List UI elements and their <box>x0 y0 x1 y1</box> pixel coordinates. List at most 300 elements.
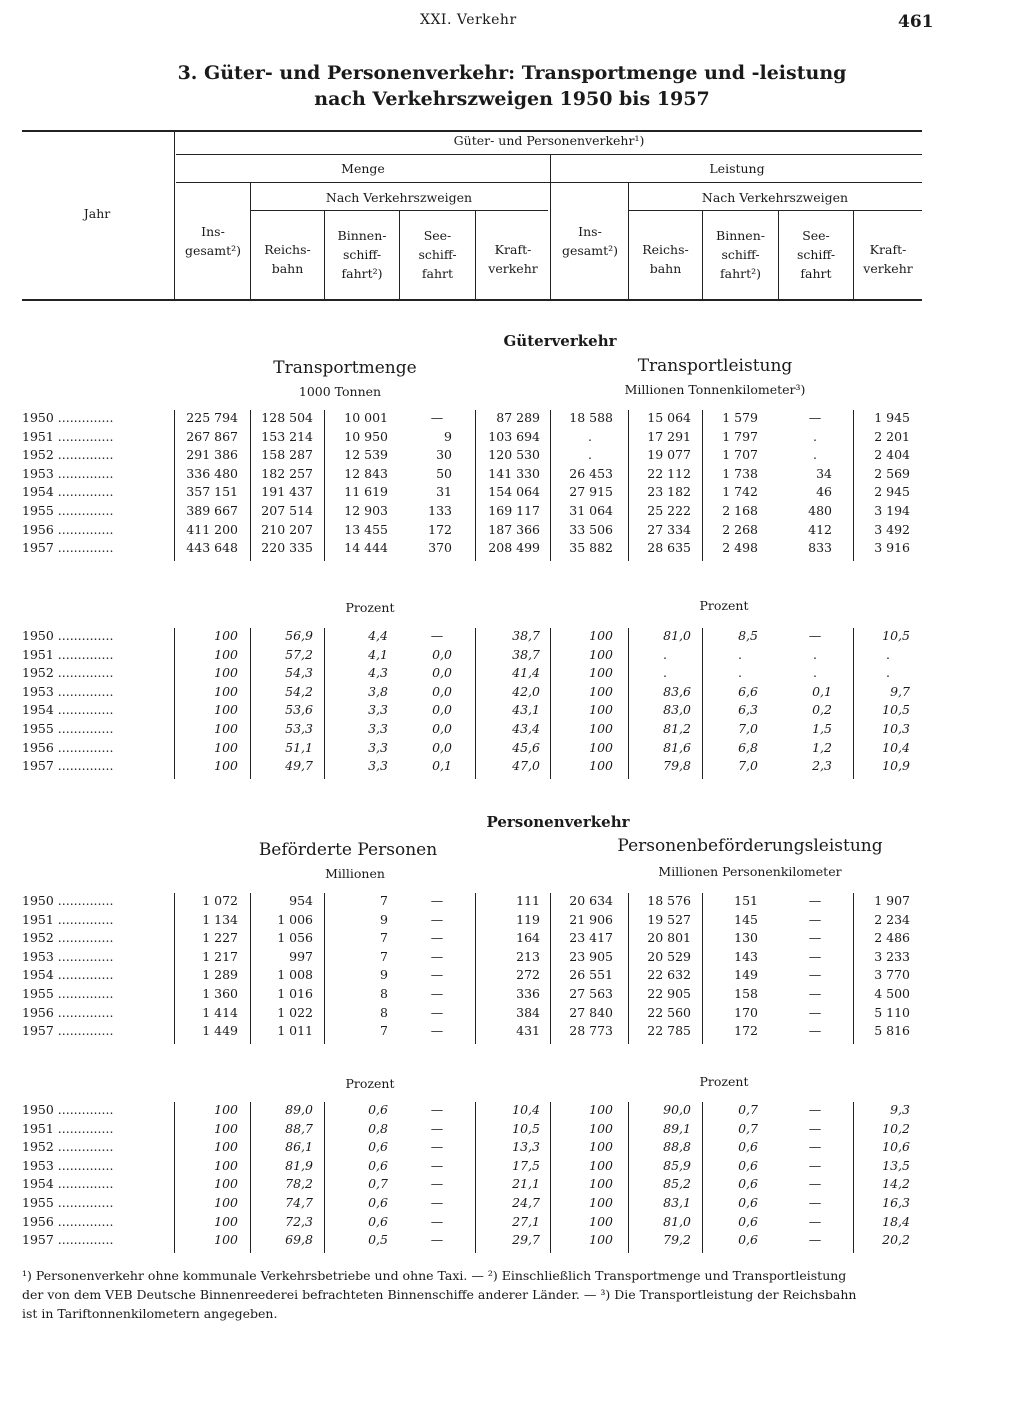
cell-seeschiffahrt-leistung: — <box>808 1157 822 1173</box>
cell-reichsbahn-menge: 153 214 <box>261 428 313 444</box>
header-col-line: Reichs- <box>264 242 311 257</box>
leader-dots: .............. <box>53 646 114 662</box>
row-year <box>22 647 172 662</box>
row-year <box>22 1232 172 1247</box>
leader-dots: .............. <box>53 1157 114 1173</box>
footnotes <box>22 1266 882 1323</box>
cell-seeschiffahrt-menge: — <box>430 1232 444 1248</box>
cell-seeschiffahrt-menge: 0,0 <box>432 739 452 755</box>
cell-reichsbahn-menge: 1 011 <box>277 1023 313 1039</box>
year-label: 1951 <box>22 911 54 927</box>
cell-insgesamt-menge: 100 <box>214 1120 238 1136</box>
header-col-reichsbahn-leistung <box>629 240 702 278</box>
cell-kraftverkehr-leistung: . <box>886 665 890 681</box>
year-label: 1956 <box>22 1004 54 1020</box>
cell-kraftverkehr-leistung: 9,7 <box>890 683 910 699</box>
cell-binnenschiffahrt-leistung: 1 707 <box>722 447 758 463</box>
cell-kraftverkehr-leistung: 2 486 <box>874 930 910 946</box>
cell-insgesamt-leistung: 26 551 <box>569 967 613 983</box>
cell-reichsbahn-menge: 72,3 <box>285 1213 313 1229</box>
running-head: XXI. Verkehr <box>420 12 517 28</box>
cell-reichsbahn-menge: 57,2 <box>285 646 313 662</box>
cell-kraftverkehr-menge: 187 366 <box>488 521 540 537</box>
cell-reichsbahn-menge: 69,8 <box>285 1232 313 1248</box>
cell-binnenschiffahrt-menge: 7 <box>380 893 388 908</box>
leader-dots: .............. <box>53 1102 114 1117</box>
year-label: 1957 <box>22 1023 54 1039</box>
cell-seeschiffahrt-menge: — <box>430 948 444 964</box>
cell-binnenschiffahrt-menge: 7 <box>380 948 388 964</box>
cell-seeschiffahrt-menge: 30 <box>436 447 452 463</box>
header-col-seeschiffahrt-leistung <box>779 226 853 283</box>
cell-kraftverkehr-leistung: 3 916 <box>874 540 910 556</box>
cell-insgesamt-leistung: 100 <box>589 1157 613 1173</box>
year-label: 1954 <box>22 484 54 500</box>
leader-dots: .............. <box>53 986 114 1001</box>
table-row <box>0 447 1024 466</box>
row-year <box>22 740 172 755</box>
gueter-left-unit: 1000 Tonnen <box>298 384 382 399</box>
cell-insgesamt-leistung: 100 <box>589 721 613 736</box>
row-year <box>22 628 172 643</box>
cell-kraftverkehr-menge: 141 330 <box>488 465 540 481</box>
cell-seeschiffahrt-leistung: 412 <box>808 521 832 537</box>
row-year <box>22 967 172 982</box>
year-label: 1957 <box>22 540 54 556</box>
row-year <box>22 410 172 425</box>
cell-seeschiffahrt-menge: 0,0 <box>432 683 452 699</box>
cell-binnenschiffahrt-menge: 0,6 <box>368 1157 388 1173</box>
year-label: 1951 <box>22 428 54 444</box>
leader-dots: .............. <box>53 465 114 481</box>
year-label: 1953 <box>22 683 54 699</box>
header-nach-right: Nach Verkehrszweigen <box>701 190 849 205</box>
personen-pct-label-right: Prozent <box>699 1074 749 1089</box>
row-year <box>22 466 172 481</box>
cell-insgesamt-leistung: 21 906 <box>569 911 613 927</box>
cell-kraftverkehr-menge: 103 694 <box>488 428 540 444</box>
cell-insgesamt-menge: 291 386 <box>186 447 238 463</box>
header-col-binnenschiffahrt-leistung <box>703 226 778 283</box>
cell-seeschiffahrt-menge: 133 <box>428 503 452 518</box>
gueter-pct-label-right: Prozent <box>699 598 749 613</box>
cell-insgesamt-menge: 1 072 <box>202 893 238 908</box>
cell-seeschiffahrt-menge: — <box>430 1139 444 1155</box>
cell-insgesamt-menge: 336 480 <box>186 465 238 481</box>
cell-kraftverkehr-leistung: 1 907 <box>874 893 910 908</box>
cell-kraftverkehr-leistung: 10,3 <box>882 721 910 736</box>
cell-insgesamt-leistung: 100 <box>589 1102 613 1117</box>
row-year <box>22 1121 172 1136</box>
cell-binnenschiffahrt-leistung: 145 <box>734 911 758 927</box>
table-row <box>0 628 1024 647</box>
cell-binnenschiffahrt-menge: 12 843 <box>344 465 388 481</box>
year-label: 1952 <box>22 1139 54 1155</box>
row-year <box>22 721 172 736</box>
cell-kraftverkehr-menge: 336 <box>516 986 540 1001</box>
cell-seeschiffahrt-leistung: 0,2 <box>812 702 832 718</box>
leader-dots: .............. <box>53 540 114 556</box>
cell-insgesamt-menge: 267 867 <box>186 428 238 444</box>
personen-left-unit: Millionen <box>325 866 385 881</box>
leader-dots: .............. <box>53 948 114 964</box>
table-row <box>0 758 1024 777</box>
cell-binnenschiffahrt-leistung: 0,6 <box>738 1139 758 1155</box>
cell-binnenschiffahrt-menge: 4,1 <box>368 646 388 662</box>
cell-seeschiffahrt-leistung: — <box>808 1102 822 1117</box>
personen-pct-label-left: Prozent <box>345 1076 395 1091</box>
header-col-line: Ins- <box>201 224 225 239</box>
cell-reichsbahn-menge: 1 056 <box>277 930 313 946</box>
cell-binnenschiffahrt-menge: 0,8 <box>368 1120 388 1136</box>
cell-insgesamt-leistung: 27 563 <box>569 986 613 1001</box>
cell-insgesamt-menge: 225 794 <box>186 410 238 425</box>
cell-kraftverkehr-leistung: 3 194 <box>874 503 910 518</box>
footnote-line-3: ist in Tariftonnenkilometern angegeben. <box>22 1306 278 1321</box>
cell-insgesamt-menge: 100 <box>214 702 238 718</box>
cell-insgesamt-menge: 100 <box>214 1157 238 1173</box>
cell-binnenschiffahrt-leistung: 130 <box>734 930 758 946</box>
table-row <box>0 647 1024 666</box>
cell-kraftverkehr-menge: 38,7 <box>512 628 540 643</box>
table-row <box>0 540 1024 559</box>
cell-reichsbahn-leistung: 83,6 <box>663 683 691 699</box>
cell-seeschiffahrt-menge: 0,0 <box>432 721 452 736</box>
leader-dots: .............. <box>53 1120 114 1136</box>
cell-binnenschiffahrt-menge: 0,5 <box>368 1232 388 1248</box>
header-top: Güter- und Personenverkehr¹) <box>453 133 645 148</box>
cell-reichsbahn-menge: 1 006 <box>277 911 313 927</box>
cell-reichsbahn-menge: 128 504 <box>261 410 313 425</box>
row-year <box>22 1023 172 1038</box>
cell-seeschiffahrt-menge: 370 <box>428 540 452 556</box>
cell-insgesamt-menge: 443 648 <box>186 540 238 556</box>
table-row <box>0 721 1024 740</box>
leader-dots: .............. <box>53 447 114 463</box>
table-row <box>0 1023 1024 1042</box>
table-row <box>0 1158 1024 1177</box>
cell-reichsbahn-leistung: 22 905 <box>647 986 691 1001</box>
cell-binnenschiffahrt-leistung: 0,7 <box>738 1102 758 1117</box>
cell-binnenschiffahrt-leistung: 0,6 <box>738 1195 758 1210</box>
row-year <box>22 665 172 680</box>
cell-seeschiffahrt-leistung: 1,2 <box>812 739 832 755</box>
cell-insgesamt-leistung: . <box>588 428 592 444</box>
cell-binnenschiffahrt-menge: 9 <box>380 911 388 927</box>
table-row <box>0 986 1024 1005</box>
table-row <box>0 1139 1024 1158</box>
header-col-seeschiffahrt-menge <box>400 226 475 283</box>
cell-binnenschiffahrt-leistung: 143 <box>734 948 758 964</box>
row-year <box>22 758 172 773</box>
cell-reichsbahn-leistung: 22 785 <box>647 1023 691 1039</box>
cell-reichsbahn-leistung: 27 334 <box>647 521 691 537</box>
cell-insgesamt-menge: 100 <box>214 628 238 643</box>
header-col-line: Ins- <box>578 224 602 239</box>
cell-kraftverkehr-leistung: 13,5 <box>882 1157 910 1173</box>
table-row <box>0 740 1024 759</box>
row-year <box>22 893 172 908</box>
cell-kraftverkehr-leistung: 16,3 <box>882 1195 910 1210</box>
header-col-line: schiff- <box>342 247 382 262</box>
cell-seeschiffahrt-menge: — <box>430 911 444 927</box>
table-row <box>0 1195 1024 1214</box>
leader-dots: .............. <box>53 521 114 537</box>
table-row <box>0 930 1024 949</box>
cell-binnenschiffahrt-leistung: 151 <box>734 893 758 908</box>
cell-reichsbahn-menge: 182 257 <box>261 465 313 481</box>
header-col-line: bahn <box>271 261 304 276</box>
row-year <box>22 484 172 499</box>
table-row <box>0 1232 1024 1251</box>
cell-reichsbahn-menge: 158 287 <box>261 447 313 463</box>
cell-kraftverkehr-menge: 42,0 <box>512 683 540 699</box>
cell-insgesamt-menge: 100 <box>214 1213 238 1229</box>
cell-kraftverkehr-menge: 10,4 <box>512 1102 540 1117</box>
cell-reichsbahn-menge: 81,9 <box>285 1157 313 1173</box>
cell-seeschiffahrt-leistung: . <box>813 646 817 662</box>
year-label: 1955 <box>22 986 54 1001</box>
cell-binnenschiffahrt-menge: 3,3 <box>368 739 388 755</box>
cell-kraftverkehr-menge: 169 117 <box>488 503 540 518</box>
cell-binnenschiffahrt-menge: 0,6 <box>368 1139 388 1155</box>
cell-kraftverkehr-leistung: 14,2 <box>882 1176 910 1192</box>
table-row <box>0 912 1024 931</box>
cell-seeschiffahrt-leistung: — <box>808 1139 822 1155</box>
footnote-line-2: der von dem VEB Deutsche Binnenreederei befrachteten Binnenschiffe anderer Länder. — ³) Die Transportleistung der Reichsbahn <box>22 1287 857 1302</box>
year-label: 1950 <box>22 628 54 643</box>
gueter-left-title: Transportmenge <box>273 358 417 378</box>
cell-insgesamt-leistung: 100 <box>589 665 613 681</box>
cell-insgesamt-leistung: 100 <box>589 758 613 774</box>
cell-reichsbahn-menge: 1 008 <box>277 967 313 983</box>
leader-dots: .............. <box>53 1195 114 1210</box>
cell-seeschiffahrt-menge: 0,0 <box>432 665 452 681</box>
year-label: 1951 <box>22 1120 54 1136</box>
table-row <box>0 429 1024 448</box>
table-row <box>0 410 1024 429</box>
cell-seeschiffahrt-leistung: — <box>808 986 822 1001</box>
cell-reichsbahn-leistung: 15 064 <box>647 410 691 425</box>
cell-binnenschiffahrt-menge: 0,7 <box>368 1176 388 1192</box>
cell-seeschiffahrt-leistung: — <box>808 893 822 908</box>
year-label: 1953 <box>22 465 54 481</box>
header-col-line: gesamt²) <box>561 243 619 258</box>
table-title-line-1: 3. Güter- und Personenverkehr: Transportmenge und -leistung <box>177 62 847 84</box>
header-col-kraftverkehr-leistung <box>854 240 922 278</box>
cell-reichsbahn-menge: 49,7 <box>285 758 313 774</box>
header-col-line: Kraft- <box>494 242 532 257</box>
row-year <box>22 684 172 699</box>
cell-binnenschiffahrt-leistung: 158 <box>734 986 758 1001</box>
cell-binnenschiffahrt-menge: 0,6 <box>368 1102 388 1117</box>
cell-seeschiffahrt-leistung: 0,1 <box>812 683 832 699</box>
cell-insgesamt-menge: 389 667 <box>186 503 238 518</box>
cell-seeschiffahrt-leistung: — <box>808 1213 822 1229</box>
header-col-line: fahrt²) <box>719 266 761 281</box>
header-jahr: Jahr <box>83 206 111 221</box>
cell-reichsbahn-leistung: 20 801 <box>647 930 691 946</box>
cell-reichsbahn-menge: 89,0 <box>285 1102 313 1117</box>
cell-binnenschiffahrt-menge: 8 <box>380 1004 388 1020</box>
year-label: 1954 <box>22 1176 54 1192</box>
cell-insgesamt-menge: 1 360 <box>202 986 238 1001</box>
table-title-line-2: nach Verkehrszweigen 1950 bis 1957 <box>314 88 710 110</box>
cell-seeschiffahrt-menge: — <box>430 1023 444 1039</box>
table-row <box>0 503 1024 522</box>
cell-reichsbahn-leistung: 25 222 <box>647 503 691 518</box>
leader-dots: .............. <box>53 665 114 681</box>
cell-binnenschiffahrt-leistung: 1 797 <box>722 428 758 444</box>
cell-binnenschiffahrt-leistung: 149 <box>734 967 758 983</box>
cell-insgesamt-menge: 100 <box>214 683 238 699</box>
cell-kraftverkehr-leistung: 2 569 <box>874 465 910 481</box>
leader-dots: .............. <box>53 911 114 927</box>
cell-insgesamt-leistung: 100 <box>589 739 613 755</box>
cell-insgesamt-leistung: 100 <box>589 628 613 643</box>
cell-binnenschiffahrt-menge: 4,3 <box>368 665 388 681</box>
cell-binnenschiffahrt-leistung: . <box>738 665 742 681</box>
cell-seeschiffahrt-menge: 31 <box>436 484 452 500</box>
cell-binnenschiffahrt-leistung: 7,0 <box>738 758 758 774</box>
cell-reichsbahn-leistung: 89,1 <box>663 1120 691 1136</box>
cell-insgesamt-menge: 100 <box>214 1102 238 1117</box>
table-row <box>0 1005 1024 1024</box>
cell-seeschiffahrt-leistung: — <box>808 410 822 425</box>
year-label: 1952 <box>22 447 54 463</box>
cell-binnenschiffahrt-leistung: 8,5 <box>738 628 758 643</box>
leader-dots: .............. <box>53 1176 114 1192</box>
cell-kraftverkehr-menge: 47,0 <box>512 758 540 774</box>
cell-kraftverkehr-menge: 10,5 <box>512 1120 540 1136</box>
cell-insgesamt-menge: 411 200 <box>186 521 238 537</box>
cell-binnenschiffahrt-leistung: 0,7 <box>738 1120 758 1136</box>
cell-kraftverkehr-menge: 27,1 <box>512 1213 540 1229</box>
cell-insgesamt-leistung: 33 506 <box>569 521 613 537</box>
cell-binnenschiffahrt-menge: 3,3 <box>368 721 388 736</box>
row-year <box>22 1139 172 1154</box>
cell-seeschiffahrt-menge: — <box>430 1120 444 1136</box>
cell-insgesamt-menge: 100 <box>214 646 238 662</box>
cell-reichsbahn-menge: 74,7 <box>285 1195 313 1210</box>
cell-kraftverkehr-leistung: 10,5 <box>882 628 910 643</box>
cell-seeschiffahrt-leistung: 480 <box>808 503 832 518</box>
cell-insgesamt-menge: 100 <box>214 739 238 755</box>
cell-binnenschiffahrt-menge: 4,4 <box>368 628 388 643</box>
cell-insgesamt-menge: 1 289 <box>202 967 238 983</box>
cell-kraftverkehr-menge: 87 289 <box>496 410 540 425</box>
row-year <box>22 1214 172 1229</box>
year-label: 1953 <box>22 948 54 964</box>
cell-binnenschiffahrt-leistung: 0,6 <box>738 1176 758 1192</box>
cell-kraftverkehr-leistung: 10,2 <box>882 1120 910 1136</box>
cell-insgesamt-menge: 1 227 <box>202 930 238 946</box>
cell-reichsbahn-leistung: 88,8 <box>663 1139 691 1155</box>
cell-insgesamt-menge: 100 <box>214 1232 238 1248</box>
year-label: 1953 <box>22 1157 54 1173</box>
year-label: 1951 <box>22 646 54 662</box>
cell-reichsbahn-leistung: 85,2 <box>663 1176 691 1192</box>
table-row <box>0 484 1024 503</box>
cell-kraftverkehr-menge: 41,4 <box>512 665 540 681</box>
header-col-line: bahn <box>649 261 682 276</box>
leader-dots: .............. <box>53 930 114 946</box>
gueter-section-title: Güterverkehr <box>503 332 617 350</box>
cell-reichsbahn-leistung: 19 077 <box>647 447 691 463</box>
cell-kraftverkehr-leistung: 10,9 <box>882 758 910 774</box>
header-nach-left: Nach Verkehrszweigen <box>325 190 473 205</box>
cell-reichsbahn-menge: 51,1 <box>285 739 313 755</box>
cell-seeschiffahrt-leistung: — <box>808 628 822 643</box>
cell-seeschiffahrt-leistung: — <box>808 948 822 964</box>
cell-insgesamt-leistung: 27 840 <box>569 1004 613 1020</box>
cell-reichsbahn-leistung: 83,1 <box>663 1195 691 1210</box>
cell-seeschiffahrt-leistung: — <box>808 1023 822 1039</box>
cell-insgesamt-leistung: 31 064 <box>569 503 613 518</box>
cell-insgesamt-menge: 100 <box>214 665 238 681</box>
gueter-pct-label-left: Prozent <box>345 600 395 615</box>
cell-seeschiffahrt-menge: — <box>430 967 444 983</box>
cell-binnenschiffahrt-leistung: 1 738 <box>722 465 758 481</box>
table-row <box>0 665 1024 684</box>
cell-binnenschiffahrt-menge: 8 <box>380 986 388 1001</box>
cell-insgesamt-leistung: 100 <box>589 1139 613 1155</box>
cell-insgesamt-menge: 100 <box>214 758 238 774</box>
cell-binnenschiffahrt-menge: 11 619 <box>344 484 388 500</box>
cell-seeschiffahrt-leistung: 2,3 <box>812 758 832 774</box>
cell-seeschiffahrt-menge: — <box>430 1213 444 1229</box>
cell-kraftverkehr-menge: 38,7 <box>512 646 540 662</box>
cell-reichsbahn-leistung: 83,0 <box>663 702 691 718</box>
leader-dots: .............. <box>53 702 114 718</box>
cell-insgesamt-leistung: . <box>588 447 592 463</box>
cell-insgesamt-leistung: 100 <box>589 683 613 699</box>
cell-binnenschiffahrt-menge: 7 <box>380 1023 388 1039</box>
year-label: 1956 <box>22 521 54 537</box>
cell-insgesamt-menge: 100 <box>214 721 238 736</box>
header-menge: Menge <box>341 161 385 176</box>
year-label: 1955 <box>22 721 54 736</box>
leader-dots: .............. <box>53 410 114 425</box>
cell-binnenschiffahrt-leistung: 0,6 <box>738 1232 758 1248</box>
cell-kraftverkehr-menge: 164 <box>516 930 540 946</box>
cell-kraftverkehr-menge: 21,1 <box>512 1176 540 1192</box>
row-year <box>22 702 172 717</box>
cell-seeschiffahrt-leistung: — <box>808 1195 822 1210</box>
cell-reichsbahn-leistung: 18 576 <box>647 893 691 908</box>
cell-seeschiffahrt-leistung: — <box>808 930 822 946</box>
cell-binnenschiffahrt-leistung: 2 268 <box>722 521 758 537</box>
cell-binnenschiffahrt-leistung: 172 <box>734 1023 758 1039</box>
year-label: 1950 <box>22 893 54 908</box>
row-year <box>22 1158 172 1173</box>
header-col-line: verkehr <box>863 261 913 276</box>
table-row <box>0 1214 1024 1233</box>
row-year <box>22 540 172 555</box>
leader-dots: .............. <box>53 758 114 774</box>
cell-reichsbahn-menge: 1 016 <box>277 986 313 1001</box>
cell-seeschiffahrt-leistung: — <box>808 1120 822 1136</box>
cell-kraftverkehr-leistung: 3 233 <box>874 948 910 964</box>
cell-kraftverkehr-menge: 29,7 <box>512 1232 540 1248</box>
cell-binnenschiffahrt-menge: 10 950 <box>344 428 388 444</box>
cell-insgesamt-leistung: 100 <box>589 1195 613 1210</box>
table-row <box>0 1176 1024 1195</box>
cell-insgesamt-leistung: 28 773 <box>569 1023 613 1039</box>
header-col-line: See- <box>423 228 452 243</box>
cell-seeschiffahrt-menge: — <box>430 410 444 425</box>
header-col-insgesamt-leistung <box>552 222 628 260</box>
